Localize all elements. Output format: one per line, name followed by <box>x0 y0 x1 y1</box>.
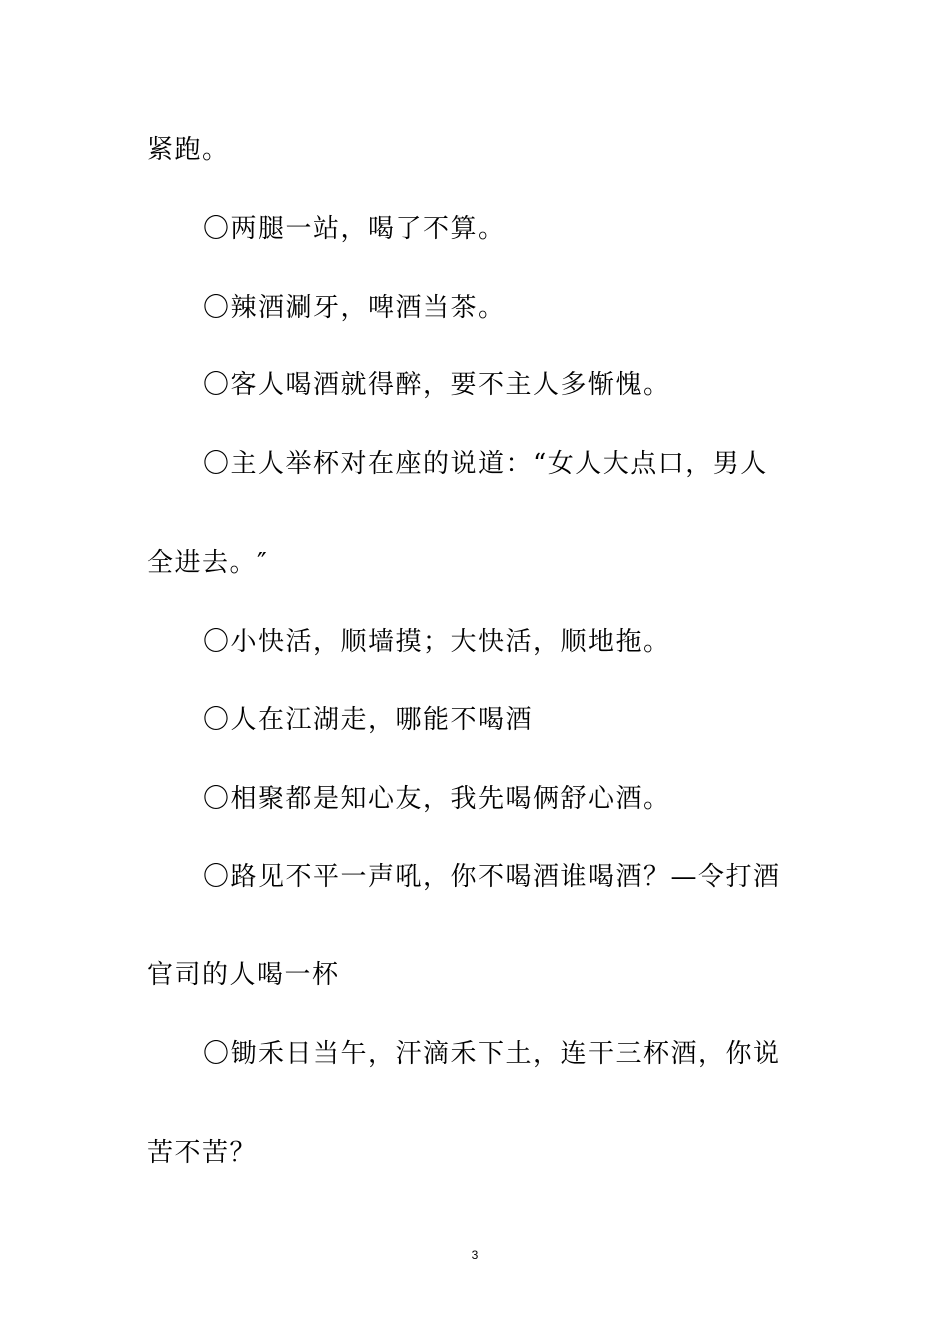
text-line: 官司的人喝一杯 <box>147 960 340 990</box>
text-line: 苦不苦？ <box>147 1138 258 1168</box>
text-line: 〇人在江湖走，哪能不喝酒 <box>203 705 534 735</box>
text-line: 〇小快活，顺墙摸；大快活，顺地拖。 <box>203 627 671 657</box>
text-line: 〇主人举杯对在座的说道：“女人大点口，男人 <box>203 449 768 479</box>
text-line: 〇辣酒涮牙，啤酒当茶。 <box>203 293 506 323</box>
page-number: 3 <box>471 1248 479 1262</box>
text-line: 〇两腿一站，喝了不算。 <box>203 214 506 244</box>
text-line: 全进去。″ <box>147 548 269 578</box>
text-line: 〇相聚都是知心友，我先喝俩舒心酒。 <box>203 784 671 814</box>
text-line: 〇路见不平一声吼，你不喝酒谁喝酒？—令打酒 <box>203 862 781 892</box>
text-line: 紧跑。 <box>147 135 230 165</box>
text-line: 〇客人喝酒就得醉，要不主人多惭愧。 <box>203 370 671 400</box>
text-line: 〇锄禾日当午，汗滴禾下土，连干三杯酒，你说 <box>203 1039 781 1069</box>
